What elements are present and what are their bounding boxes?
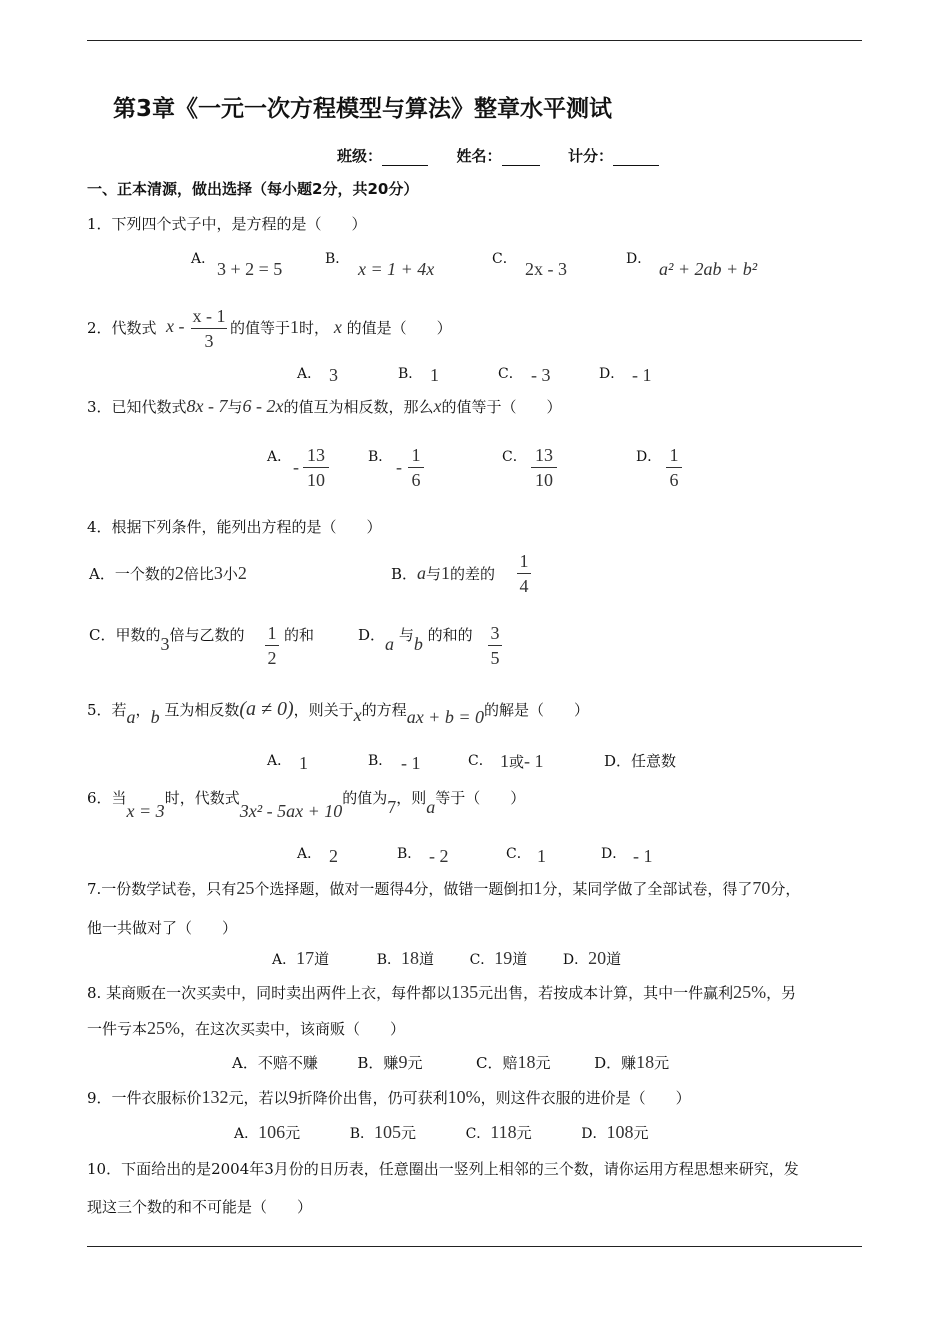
q6-text-3: 的值为 (342, 789, 388, 807)
q7-option-a-unit: 道 (314, 950, 330, 968)
q5-equation: ax + b = 0 (406, 707, 484, 727)
q4-c-frac-num: 1 (267, 623, 277, 643)
q3-text-4: 的值等于（ ） (441, 398, 562, 416)
top-rule (87, 40, 862, 41)
question-10-line-2: 现这三个数的和不可能是（ ） (87, 1198, 313, 1216)
q5-c-value-1: 1 (500, 751, 509, 771)
q8-text-4: 一件亏本 (87, 1020, 148, 1038)
q6-text-1: 6．当 (87, 789, 127, 807)
q4-b-num: 1 (441, 563, 451, 583)
q7-num-1: 25 (236, 878, 255, 898)
q5-option-c-label: C． (468, 753, 493, 769)
q3-b-den: 6 (411, 470, 421, 490)
question-6-stem (87, 787, 526, 821)
q5-text-1: 5．若 (87, 701, 127, 719)
q6-variable: a (426, 797, 436, 817)
bottom-rule (87, 1246, 862, 1247)
q3-d-num: 1 (669, 445, 679, 465)
q7-option-d-value: 20 (588, 948, 607, 968)
q2-text-2: 时， (299, 319, 330, 337)
q9-option-b-label: B． (349, 1126, 374, 1142)
q8-option-b-label: B．赚 (357, 1054, 399, 1072)
q7-num-2: 4 (404, 878, 414, 898)
q4-b-label: B． (391, 565, 418, 583)
question-8-line-2 (87, 1018, 405, 1039)
question-5-stem (87, 698, 589, 727)
q7-option-c-label: C． (469, 952, 495, 968)
question-4-stem: 4．根据下列条件，能列出方程的是（ ） (87, 518, 382, 536)
q3-d-den: 6 (669, 470, 679, 490)
q3-c-den: 10 (535, 470, 553, 490)
q8-text-3: ，另 (766, 984, 797, 1002)
q2-option-b-label: B． (398, 366, 423, 382)
q4-d-frac-den: 5 (490, 648, 500, 668)
question-7-line-1 (87, 878, 800, 899)
q7-text-1: 7.一份数学试卷，只有 (87, 880, 237, 898)
q4-b-frac-den: 4 (519, 576, 529, 596)
q4-b-frac-num: 1 (519, 551, 529, 571)
q2-option-d-label: D． (599, 366, 625, 382)
q6-condition: x = 3 (126, 801, 165, 821)
q2-value-one: 1 (290, 317, 300, 337)
q4-c-num: 3 (160, 634, 170, 654)
q9-num-2: 9 (288, 1087, 298, 1107)
class-blank[interactable] (382, 165, 428, 166)
q2-denominator: 3 (204, 331, 214, 351)
q5-var-b: b (150, 707, 160, 727)
q4-c-frac-den: 2 (267, 648, 277, 668)
q4-option-a (89, 563, 247, 584)
q5-var-x: x (353, 705, 362, 725)
q8-options (232, 1052, 669, 1073)
q4-option-b (391, 563, 495, 584)
q8-num-3: 25% (147, 1018, 181, 1038)
q5-option-b-label: B． (368, 753, 393, 769)
question-10-line-1: 10．下面给出的是2004年3月份的日历表，任意圈出一竖列上相邻的三个数，请你运用方程思想来研究，发 (87, 1160, 799, 1178)
score-blank[interactable] (613, 165, 659, 166)
q3-a-num: 13 (307, 445, 325, 465)
q1-option-b-label: B． (325, 251, 350, 267)
q7-num-3: 1 (533, 878, 543, 898)
q8-option-d-value: 18 (636, 1052, 655, 1072)
q9-option-a-unit: 元 (285, 1124, 301, 1142)
q8-num-1: 135 (451, 982, 479, 1002)
q8-option-c-value: 18 (517, 1052, 536, 1072)
question-7-line-2: 他一共做对了（ ） (87, 919, 238, 937)
q4-d-label: D． (358, 626, 386, 644)
q7-options (272, 948, 621, 969)
q4-b-text-2: 的差的 (450, 565, 496, 583)
q4-b-var: a (417, 563, 427, 583)
q3-option-b-sign: - (396, 457, 402, 477)
q3-option-b-fraction (408, 444, 424, 491)
q9-text-4: ，则这件衣服的进价是（ ） (480, 1089, 691, 1107)
question-2-prefix: 2．代数式 (87, 319, 157, 337)
q8-option-d-label: D．赚 (594, 1054, 637, 1072)
name-label: 姓名： (456, 147, 502, 165)
q5-option-b: - 1 (401, 753, 421, 773)
q3-c-num: 13 (535, 445, 553, 465)
q3-text-1: 3．已知代数式 (87, 398, 187, 416)
q6-option-d-label: D． (601, 846, 627, 862)
question-1-stem: 1．下列四个式子中，是方程的是（ ） (87, 215, 367, 233)
q6-value: 7 (387, 797, 397, 817)
q3-text-3: 的值互为相反数，那么 (283, 398, 434, 416)
q7-option-c-value: 19 (494, 948, 513, 968)
q7-option-a-label: A． (272, 952, 297, 968)
q7-text-4: 分，某同学做了全部试卷，得了 (542, 880, 753, 898)
q7-text-2: 个选择题，做对一题得 (254, 880, 405, 898)
q4-c-text-2: 倍与乙数的 (169, 626, 245, 644)
q2-numerator: x - 1 (192, 306, 226, 326)
q3-text-2: 与 (227, 398, 243, 416)
q8-option-d-unit: 元 (654, 1054, 670, 1072)
q8-option-a: A．不赔不赚 (232, 1054, 318, 1072)
q9-text-1: 9．一件衣服标价 (87, 1089, 202, 1107)
q8-num-2: 25% (733, 982, 767, 1002)
q7-option-d-unit: 道 (606, 950, 622, 968)
q4-d-text-2: 的和的 (427, 626, 473, 644)
q9-option-b-unit: 元 (401, 1124, 417, 1142)
q9-option-a-label: A． (234, 1126, 259, 1142)
q7-text-5: 分， (770, 880, 801, 898)
q3-a-den: 10 (307, 470, 325, 490)
q1-option-c: 2x - 3 (525, 259, 567, 279)
section-heading: 一、正本清源，做出选择（每小题2分，共20分） (87, 180, 419, 198)
q4-option-d (358, 624, 473, 654)
q4-a-text-2: 倍比 (183, 565, 214, 583)
q5-text-5: 的解是（ ） (483, 701, 589, 719)
q3-variable: x (433, 396, 442, 416)
q7-option-d-label: D． (562, 952, 589, 968)
q8-option-b-value: 9 (398, 1052, 408, 1072)
q2-text-1: 的值等于 (230, 319, 291, 337)
q2-text-3: 的值是（ ） (346, 319, 452, 337)
q4-a-text-1: A．一个数的 (89, 565, 175, 583)
q4-option-c-fraction (265, 622, 279, 669)
q7-option-a-value: 17 (296, 948, 315, 968)
q2-option-c-label: C． (498, 366, 523, 382)
q8-option-c-label: C．赔 (476, 1054, 518, 1072)
q9-option-b-value: 105 (374, 1122, 401, 1142)
q3-option-a-label: A． (267, 449, 292, 465)
q2-option-d: - 1 (632, 365, 652, 385)
q6-option-b: - 2 (429, 846, 449, 866)
q9-num-3: 10% (447, 1087, 481, 1107)
q4-a-num-1: 2 (174, 563, 184, 583)
question-9-stem (87, 1087, 691, 1108)
q7-text-3: 分，做错一题倒扣 (413, 880, 534, 898)
q1-option-a: 3 + 2 = 5 (217, 259, 283, 279)
q2-fraction (191, 305, 227, 352)
score-label: 计分： (567, 147, 613, 165)
q1-option-c-label: C． (492, 251, 517, 267)
q7-num-4: 70 (752, 878, 771, 898)
q3-expr-2: 6 - 2x (242, 396, 284, 416)
q9-option-c-unit: 元 (516, 1124, 532, 1142)
q5-c-or: 或 (509, 753, 525, 771)
q6-option-a-label: A． (297, 846, 322, 862)
q9-option-d-label: D． (581, 1126, 607, 1142)
q8-option-c-unit: 元 (535, 1054, 551, 1072)
q2-var-x: x - (166, 316, 185, 336)
q1-option-a-label: A． (191, 251, 216, 267)
q4-d-var-a: a (385, 634, 395, 654)
q1-option-d: a² + 2ab + b² (659, 259, 758, 279)
q5-text-2: 互为相反数 (164, 701, 240, 719)
q5-text-3: ，则关于 (293, 701, 354, 719)
q3-option-a-fraction (303, 444, 329, 491)
q3-option-b-label: B． (368, 449, 393, 465)
q2-option-c: - 3 (531, 365, 551, 385)
q8-option-b-unit: 元 (407, 1054, 423, 1072)
q6-option-c-label: C． (506, 846, 531, 862)
q3-b-num: 1 (411, 445, 421, 465)
q9-text-3: 折降价出售，仍可获利 (297, 1089, 448, 1107)
q8-text-2: 元出售，若按成本计算，其中一件赢利 (478, 984, 734, 1002)
q9-text-2: 元，若以 (228, 1089, 289, 1107)
q8-text-1: 8. 某商贩在一次买卖中，同时卖出两件上衣，每件都以 (87, 984, 452, 1002)
student-info (337, 145, 659, 166)
q3-option-c-fraction (531, 444, 557, 491)
q2-variable: x (333, 317, 342, 337)
q7-option-c-unit: 道 (512, 950, 528, 968)
q6-text-2: 时，代数式 (164, 789, 240, 807)
question-8-line-1 (87, 982, 796, 1003)
q3-option-d-fraction (666, 444, 682, 491)
q9-option-a-value: 106 (258, 1122, 286, 1142)
q6-text-5: 等于（ ） (435, 789, 526, 807)
q5-option-a-label: A． (267, 753, 292, 769)
q4-a-num-3: 2 (237, 563, 247, 583)
q4-option-b-fraction (517, 550, 531, 597)
q2-option-a-label: A． (297, 366, 322, 382)
q4-option-c-end: 的和 (284, 626, 315, 644)
q8-text-5: ，在这次买卖中，该商贩（ ） (180, 1020, 406, 1038)
q5-option-c (500, 751, 544, 772)
q7-option-b-label: B． (376, 952, 401, 968)
q4-a-text-3: 小 (222, 565, 238, 583)
class-label: 班级： (337, 147, 383, 165)
q5-var-a: a (126, 707, 136, 727)
q2-option-a: 3 (329, 365, 338, 385)
question-3-stem (87, 396, 562, 417)
q7-option-b-value: 18 (401, 948, 419, 968)
q6-option-d: - 1 (633, 846, 653, 866)
q9-option-c-value: 118 (490, 1122, 517, 1142)
q6-option-c: 1 (537, 846, 546, 866)
q4-d-text-1: 与 (398, 626, 414, 644)
q4-b-text-1: 与 (426, 565, 442, 583)
q3-option-d-label: D． (636, 449, 662, 465)
q5-option-a: 1 (299, 753, 308, 773)
q6-option-b-label: B． (397, 846, 422, 862)
q9-option-d-value: 108 (606, 1122, 634, 1142)
q5-option-d: D．任意数 (604, 752, 677, 770)
name-blank[interactable] (502, 165, 540, 166)
q9-num-1: 132 (201, 1087, 229, 1107)
q4-d-frac-num: 3 (490, 623, 500, 643)
q5-c-value-2: - 1 (524, 751, 544, 771)
q2-option-b: 1 (430, 365, 439, 385)
q4-a-num-2: 3 (213, 563, 223, 583)
q6-text-4: ，则 (396, 789, 427, 807)
q9-option-d-unit: 元 (633, 1124, 649, 1142)
q2-middle (230, 317, 452, 338)
q4-option-c (89, 624, 245, 654)
q6-expression: 3x² - 5ax + 10 (239, 801, 343, 821)
q1-option-b: x = 1 + 4x (358, 259, 435, 279)
q9-option-c-label: C． (465, 1126, 491, 1142)
q9-options (234, 1122, 648, 1143)
q5-comma: ， (135, 701, 151, 719)
q5-condition: (a ≠ 0) (239, 698, 294, 720)
q7-option-b-unit: 道 (419, 950, 435, 968)
q3-option-a-sign: - (293, 457, 299, 477)
q3-option-c-label: C． (502, 449, 527, 465)
q4-option-d-fraction (488, 622, 502, 669)
q5-text-4: 的方程 (361, 701, 407, 719)
q6-option-a: 2 (329, 846, 338, 866)
q1-option-d-label: D． (626, 251, 652, 267)
q4-c-text-1: C．甲数的 (89, 626, 161, 644)
q4-d-var-b: b (413, 634, 423, 654)
page-title: 第3章《一元一次方程模型与算法》整章水平测试 (113, 96, 613, 122)
q3-expr-1: 8x - 7 (186, 396, 228, 416)
